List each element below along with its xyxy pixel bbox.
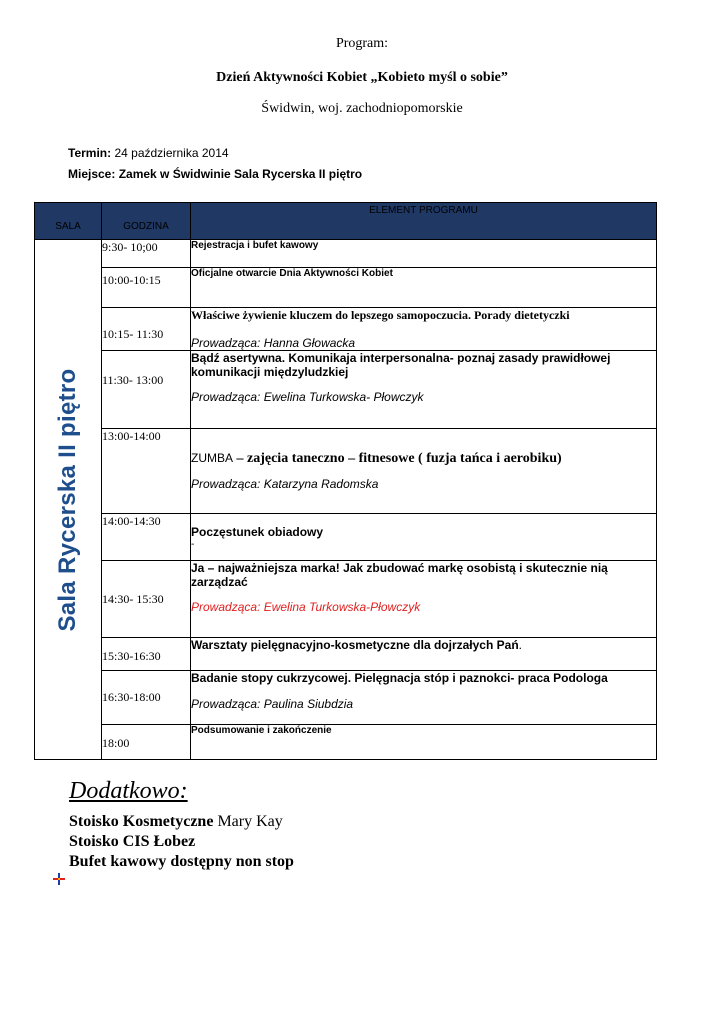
room-cell <box>35 240 102 760</box>
row-time: 10:00-10:15 <box>102 268 191 308</box>
row-lead: Prowadząca: Ewelina Turkowska-Płowczyk <box>191 600 421 614</box>
row-item <box>191 268 657 308</box>
row-time: 16:30-18:00 <box>102 671 191 725</box>
row-title: Podsumowanie i zakończenie <box>191 725 332 736</box>
miejsce-line: Miejsce: Zamek w Świdwinie Sala Rycerska II piętro <box>68 167 363 181</box>
extras-line-2: Stoisko CIS Łobez <box>69 833 196 850</box>
row-title-suffix: . <box>518 638 522 652</box>
row-title: Bądź asertywna. Komunikaja interpersonalna- poznaj zasady prawidłowej komunikacji międzyludzkiej <box>191 351 611 379</box>
row-title: Ja – najważniejsza marka! Jak zbudować markę osobistą i skutecznie nią zarządzać <box>191 561 608 589</box>
row-lead: Prowadząca: Katarzyna Radomska <box>191 477 379 491</box>
row-lead: Prowadząca: Hanna Głowacka <box>191 336 356 350</box>
row-time: 10:15- 11:30 <box>102 308 191 351</box>
table-row <box>35 638 657 671</box>
row-item <box>191 671 657 725</box>
program-label: Program: <box>335 36 389 51</box>
table-header-row <box>35 203 657 240</box>
row-item <box>191 429 657 514</box>
row-time: 9:30- 10;00 <box>102 240 191 268</box>
row-item <box>191 514 657 561</box>
table-row <box>35 561 657 638</box>
table-row <box>35 671 657 725</box>
row-time: 15:30-16:30 <box>102 638 191 671</box>
row-title-text: – zajęcia taneczno – fitnesowe ( fuzja tańca i aerobiku) <box>233 451 562 466</box>
event-title: Dzień Aktywności Kobiet „Kobieto myśl o sobie” <box>216 70 508 85</box>
extras-line-3: Bufet kawowy dostępny non stop <box>69 853 294 870</box>
row-item <box>191 308 657 351</box>
termin-value: 24 października 2014 <box>111 146 229 160</box>
room-label: Sala Rycerska II piętro <box>54 367 81 632</box>
table-row <box>35 268 657 308</box>
row-time: 18:00 <box>102 725 191 760</box>
row-item <box>191 351 657 429</box>
row-title <box>191 451 656 467</box>
row-note: - <box>191 538 195 550</box>
row-item <box>191 240 657 268</box>
termin-line <box>68 146 229 160</box>
extras-title: Dodatkowo: <box>69 778 188 804</box>
table-row <box>35 514 657 561</box>
table-row <box>35 725 657 760</box>
row-title: Właściwe żywienie kluczem do lepszego samopoczucia. Porady dietetyczki <box>191 308 570 322</box>
row-time: 13:00-14:00 <box>102 429 191 514</box>
row-item <box>191 725 657 760</box>
row-item <box>191 561 657 638</box>
extras-line-1-bold: Stoisko Kosmetyczne <box>69 813 214 830</box>
extras-line-1 <box>69 813 283 831</box>
termin-label: Termin: <box>68 146 112 160</box>
row-title: Badanie stopy cukrzycowej. Pielęgnacja stóp i paznokci- praca Podologa <box>191 671 608 685</box>
header-element: ELEMENT PROGRAMU <box>191 203 657 240</box>
row-title-prefix: ZUMBA <box>191 451 233 465</box>
table-row <box>35 429 657 514</box>
table-row <box>35 308 657 351</box>
table-row <box>35 240 657 268</box>
document-link-icon[interactable] <box>53 873 65 885</box>
row-time: 14:30- 15:30 <box>102 561 191 638</box>
header-sala: SALA <box>35 203 102 240</box>
location-line: Świdwin, woj. zachodniopomorskie <box>261 101 463 116</box>
row-lead: Prowadząca: Ewelina Turkowska- Płowczyk <box>191 390 424 404</box>
row-item <box>191 638 657 671</box>
schedule-table <box>34 202 657 760</box>
table-row <box>35 351 657 429</box>
row-title: Rejestracja i bufet kawowy <box>191 240 319 251</box>
row-title-text: Warsztaty pielęgnacyjno-kosmetyczne dla dojrzałych Pań <box>191 638 519 652</box>
row-lead: Prowadząca: Paulina Siubdzia <box>191 697 354 711</box>
row-title: Oficjalne otwarcie Dnia Aktywności Kobiet <box>191 268 393 279</box>
row-title: Poczęstunek obiadowy <box>191 524 324 539</box>
row-time: 11:30- 13:00 <box>102 351 191 429</box>
extras-line-1-rest: Mary Kay <box>213 813 283 830</box>
row-time: 14:00-14:30 <box>102 514 191 561</box>
header-godzina: GODZINA <box>102 203 191 240</box>
icon-center <box>58 878 60 880</box>
row-title <box>191 638 656 652</box>
